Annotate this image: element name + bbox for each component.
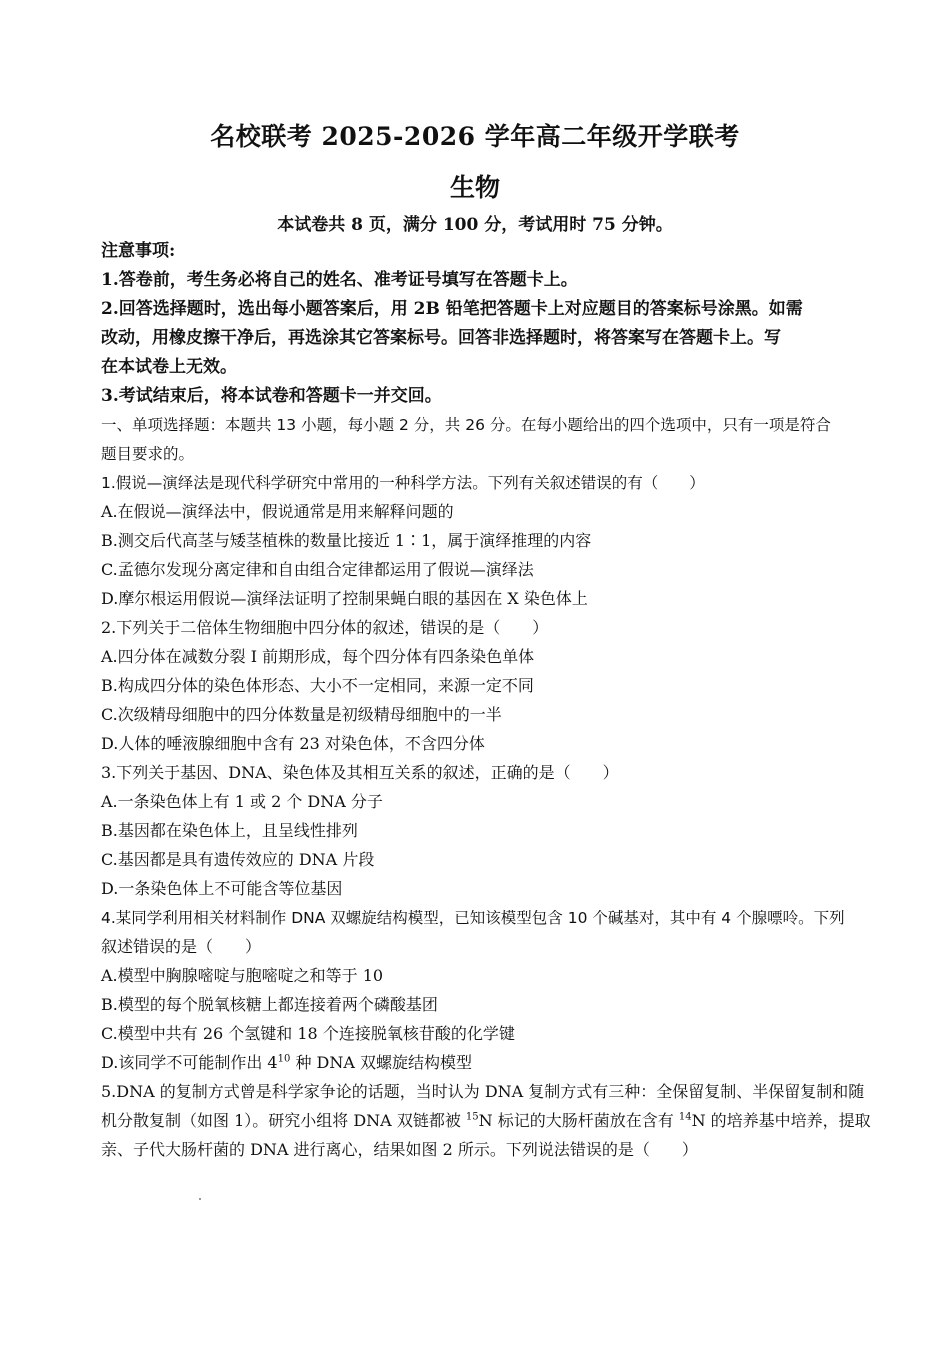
q3-option-d: D.一条染色体上不可能含等位基因: [101, 879, 343, 898]
q1-stem: 1.假说—演绎法是现代科学研究中常用的一种科学方法。下列有关叙述错误的有（ ）: [101, 474, 705, 492]
section-heading-line-2: 题目要求的。: [101, 445, 195, 463]
exam-info: 本试卷共 8 页，满分 100 分，考试用时 75 分钟。: [277, 215, 673, 235]
q4-option-a: A.模型中胸腺嘧啶与胞嘧啶之和等于 10: [101, 966, 384, 985]
notice-item-3: 3.考试结束后，将本试卷和答题卡一并交回。: [101, 386, 442, 406]
q5-isotope-14: 14: [678, 1111, 692, 1123]
q5-text-a: 机分散复制（如图 1）。研究小组将 DNA 双链都被: [101, 1111, 466, 1130]
subject-title: 生物: [449, 173, 500, 202]
notice-item-2-line-3: 在本试卷上无效。: [101, 357, 237, 377]
q2-option-c: C.次级精母细胞中的四分体数量是初级精母细胞中的一半: [101, 705, 502, 724]
q2-option-b: B.构成四分体的染色体形态、大小不一定相同，来源一定不同: [101, 676, 534, 695]
q5-isotope-15: 15: [465, 1111, 479, 1123]
notice-heading: 注意事项:: [101, 241, 176, 261]
q1-option-b: B.测交后代高茎与矮茎植株的数量比接近 1∶1，属于演绎推理的内容: [101, 531, 592, 550]
notice-item-2-line-2: 改动，用橡皮擦干净后，再选涂其它答案标号。回答非选择题时，将答案写在答题卡上。写: [101, 328, 781, 348]
notice-item-2-line-1: 2.回答选择题时，选出每小题答案后，用 2B 铅笔把答题卡上对应题目的答案标号涂黑。如需: [101, 299, 803, 319]
q2-stem: 2.下列关于二倍体生物细胞中四分体的叙述，错误的是（ ）: [101, 618, 549, 637]
q5-stem-line-3: 亲、子代大肠杆菌的 DNA 进行离心，结果如图 2 所示。下列说法错误的是（ ）: [101, 1140, 698, 1159]
q2-option-a: A.四分体在减数分裂 I 前期形成，每个四分体有四条染色单体: [101, 647, 535, 666]
q5-text-b: N 标记的大肠杆菌放在含有: [478, 1111, 679, 1130]
q4-option-d: [101, 1052, 861, 1074]
q3-option-c: C.基因都是具有遗传效应的 DNA 片段: [101, 850, 375, 869]
q4-option-d-post: 种 DNA 双螺旋结构模型: [290, 1053, 473, 1072]
q5-stem-line-1: 5.DNA 的复制方式曾是科学家争论的话题，当时认为 DNA 复制方式有三种：全保留复制、半保留复制和随: [101, 1082, 865, 1101]
q4-option-d-exponent: 10: [277, 1053, 291, 1065]
q1-option-c: C.孟德尔发现分离定律和自由组合定律都运用了假说—演绎法: [101, 560, 534, 579]
q4-option-d-pre: D.该同学不可能制作出 4: [101, 1053, 278, 1072]
notice-item-1: 1.答卷前，考生务必将自己的姓名、准考证号填写在答题卡上。: [101, 270, 578, 290]
exam-title: 名校联考 2025-2026 学年高二年级开学联考: [210, 122, 740, 151]
q4-option-c: C.模型中共有 26 个氢键和 18 个连接脱氧核苷酸的化学键: [101, 1024, 515, 1043]
q1-option-d: D.摩尔根运用假说—演绎法证明了控制果蝇白眼的基因在 X 染色体上: [101, 589, 588, 608]
stray-dot: [199, 1198, 201, 1200]
q3-stem: 3.下列关于基因、DNA、染色体及其相互关系的叙述，正确的是（ ）: [101, 763, 619, 782]
q5-stem-line-2: [101, 1110, 871, 1132]
q4-option-b: B.模型的每个脱氧核糖上都连接着两个磷酸基团: [101, 995, 438, 1014]
q3-option-b: B.基因都在染色体上，且呈线性排列: [101, 821, 358, 840]
q5-text-c: N 的培养基中培养，提取: [691, 1111, 871, 1130]
q3-option-a: A.一条染色体上有 1 或 2 个 DNA 分子: [101, 792, 383, 811]
q4-stem-line-1: 4.某同学利用相关材料制作 DNA 双螺旋结构模型，已知该模型包含 10 个碱基对，其中有 4 个腺嘌呤。下列: [101, 909, 845, 927]
q2-option-d: D.人体的唾液腺细胞中含有 23 对染色体，不含四分体: [101, 734, 485, 753]
q4-stem-line-2: 叙述错误的是（ ）: [101, 937, 262, 956]
section-heading-line-1: 一、单项选择题：本题共 13 小题，每小题 2 分，共 26 分。在每小题给出的四个选项中，只有一项是符合: [101, 416, 831, 434]
q1-option-a: A.在假说—演绎法中，假说通常是用来解释问题的: [101, 502, 454, 521]
